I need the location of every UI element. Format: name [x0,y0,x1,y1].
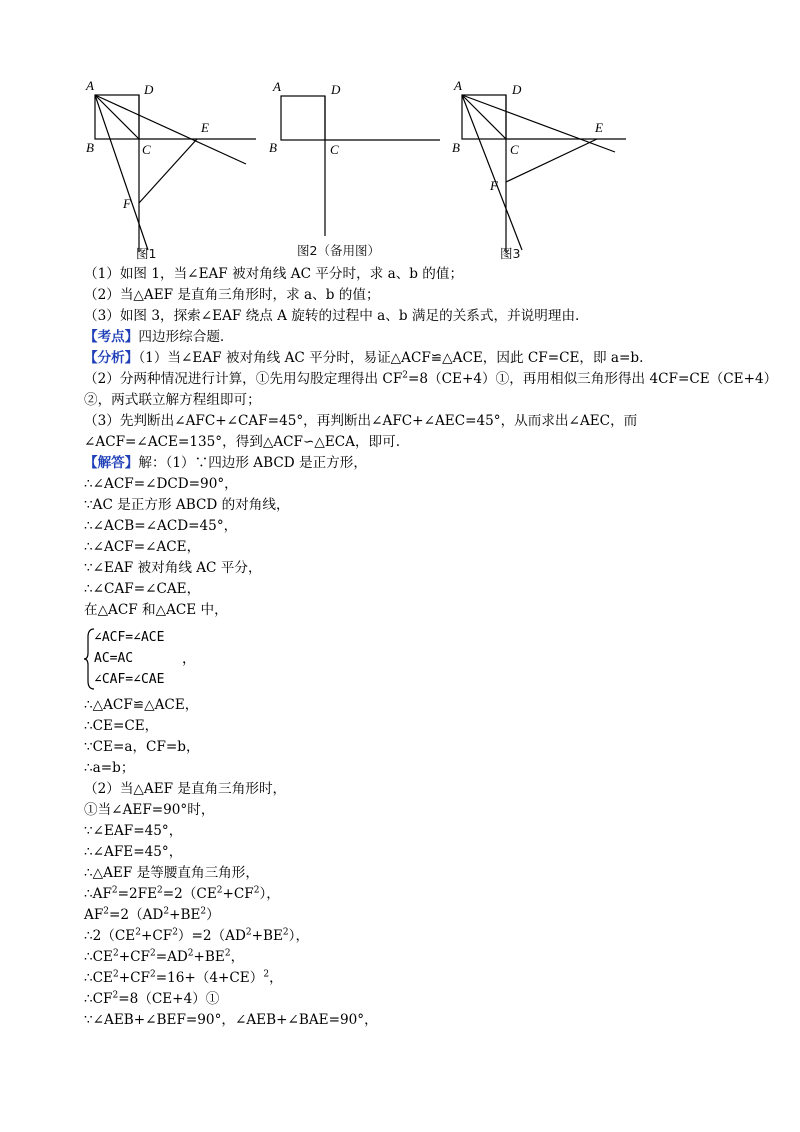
eq-part: ）， [288,928,310,944]
solution-line: （2）当△AEF 是直角三角形时， [84,781,287,797]
figure-1 [78,72,263,262]
eq-sup: 2 [112,948,119,959]
fig1-caption: 图1 [136,246,157,261]
fenxi-line-3: ②，两式联立解方程组即可； [84,392,261,408]
fenxi-text-2b: =8（CE+4）①，再用相似三角形得出 4CF=CE（CE+4） [408,371,778,387]
solution-line: ∵AC 是正方形 ABCD 的对角线， [84,497,290,513]
jieda-tag: 【解答】 [84,455,139,471]
question-1: （1）如图 1，当∠EAF 被对角线 AC 平分时，求 a、b 的值； [84,266,464,282]
solution-line: ∴∠ACB=∠ACD=45°， [84,518,238,534]
eq-sup: 2 [245,927,252,938]
fig2-label-b: B [269,140,277,155]
eq-sup: 2 [253,885,260,896]
eq-sup: 2 [282,927,289,938]
fig1-label-a: A [86,78,94,93]
figure-2 [265,72,450,262]
brace-row-1: ∠ACF=∠ACE [94,630,165,645]
equation-3 [84,926,764,947]
eq-part: ∴CE [84,970,113,986]
eq-part: =16+（4+CE） [155,970,264,986]
kaodian-tag: 【考点】 [84,329,139,345]
eq-sup: 2 [103,906,109,917]
figure-3-svg [450,72,635,262]
equation-2 [84,905,764,926]
eq-sup: 2 [172,927,178,938]
eq-part: ∴AF [84,886,112,902]
eq-part: ）=2（AD [177,928,246,944]
fenxi-text-2a: （2）分两种情况进行计算，①先用勾股定理得出 CF [84,371,403,387]
fig3-label-a: A [454,78,462,93]
solution-line: ①当∠AEF=90°时， [84,802,215,818]
fig3-label-b: B [452,140,460,155]
figures-row [78,72,638,264]
equation-4 [84,947,764,968]
fig3-label-d: D [512,82,522,97]
solution-line: ∵∠EAF=45°， [84,823,183,839]
eq-sup: 2 [224,948,231,959]
eq-sup: 2 [149,948,156,959]
fig1-label-c: C [142,142,151,157]
fenxi-line-5: ∠ACF=∠ACE=135°，得到△ACF∽△ECA，即可. [84,434,401,450]
equation-1 [84,884,764,905]
solution-line: ∴∠ACF=∠ACE， [84,539,201,555]
kaodian-line [84,327,764,348]
fig1-label-b: B [86,140,94,155]
eq-sup: 2 [163,906,170,917]
eq-part: +BE [169,907,201,923]
solution-line: ∵CE=a，CF=b， [84,739,200,755]
equation-6 [84,989,764,1010]
eq-part: =2（CE [162,886,217,902]
solution-line: ∴CE=CE， [84,718,159,734]
eq-sup: 2 [112,969,119,980]
solution-line: ∴∠ACF=∠DCD=90°， [84,476,238,492]
fig3-caption: 图3 [500,246,521,261]
fig1-label-d: D [144,82,154,97]
solution-content [84,264,778,1031]
eq-part: ） [206,907,220,923]
solution-line: ∴a=b； [84,760,135,776]
eq-sup: 2 [200,906,207,917]
eq-part: AF [84,907,104,923]
equation-5 [84,968,764,989]
solution-line: ∴∠CAF=∠CAE， [84,581,201,597]
eq-part: =2（AD [108,907,164,923]
brace-system [84,627,764,691]
fig3-label-e: E [595,120,603,135]
fig2-caption: 图2（备用图） [297,243,380,258]
eq-sup: 2 [111,885,118,896]
brace-row-2: AC=AC [94,651,134,666]
fenxi-sup: 2 [402,370,409,381]
jieda-first: 解：（1）∵四边形 ABCD 是正方形， [138,455,367,471]
eq-part: +BE [193,949,225,965]
eq-part: +BE [251,928,283,944]
fig2-label-c: C [330,142,339,157]
eq-sup: 2 [263,969,270,980]
figure-2-svg [265,72,450,262]
kaodian-text: 四边形综合题. [138,329,225,345]
eq-sup: 2 [187,948,194,959]
question-2: （2）当△AEF 是直角三角形时，求 a、b 的值； [84,287,380,303]
fig3-label-c: C [510,142,519,157]
fenxi-line-2 [84,369,778,390]
fenxi-text-1: （1）当∠EAF 被对角线 AC 平分时，易证△ACF≌△ACE，因此 CF=CE，即 a=b. [138,350,644,366]
solution-last-line: ∵∠AEB+∠BEF=90°，∠AEB+∠BAE=90°， [84,1012,378,1028]
eq-part: ∴CF [84,991,113,1007]
eq-part: ）， [259,886,280,902]
fenxi-line-4: （3）先判断出∠AFC+∠CAF=45°，再判断出∠AFC+∠AEC=45°，从而求出∠AEC，而 [84,413,638,429]
eq-sup: 2 [112,990,119,1001]
fenxi-line-1 [84,348,764,369]
eq-part: +CF [140,928,173,944]
figure-1-svg [78,72,263,262]
solution-line: ∴∠AFE=45°， [84,844,183,860]
eq-part: =AD [155,949,188,965]
eq-part: ， [269,970,283,986]
eq-part: +CF [118,970,150,986]
fig1-label-f: F [123,196,131,211]
eq-part: +CF [118,949,150,965]
brace-comma: ， [182,651,196,667]
figure-3 [450,72,635,262]
jieda-line-1 [84,453,764,474]
eq-sup: 2 [149,969,156,980]
fig1-label-e: E [201,120,209,135]
eq-part: ， [230,949,245,965]
eq-part: =8（CE+4）① [118,991,220,1007]
fig2-label-d: D [331,82,341,97]
eq-part: ∴2（CE [84,928,136,944]
brace-row-3: ∠CAF=∠CAE [94,672,165,687]
question-3: （3）如图 3，探索∠EAF 绕点 A 旋转的过程中 a、b 满足的关系式，并说明理由. [84,308,580,324]
solution-line: 在△ACF 和△ACE 中， [84,602,228,618]
solution-line: ∵∠EAF 被对角线 AC 平分， [84,560,262,576]
fig2-label-a: A [273,79,281,94]
solution-line: ∴△AEF 是等腰直角三角形， [84,865,259,881]
eq-part: +CF [222,886,254,902]
eq-part: =2FE [117,886,158,902]
eq-part: ∴CE [84,949,113,965]
eq-sup: 2 [157,885,163,896]
fig3-label-f: F [490,178,498,193]
fenxi-tag: 【分析】 [84,350,139,366]
eq-sup: 2 [135,927,141,938]
solution-line: ∴△ACF≌△ACE， [84,697,199,713]
eq-sup: 2 [216,885,223,896]
